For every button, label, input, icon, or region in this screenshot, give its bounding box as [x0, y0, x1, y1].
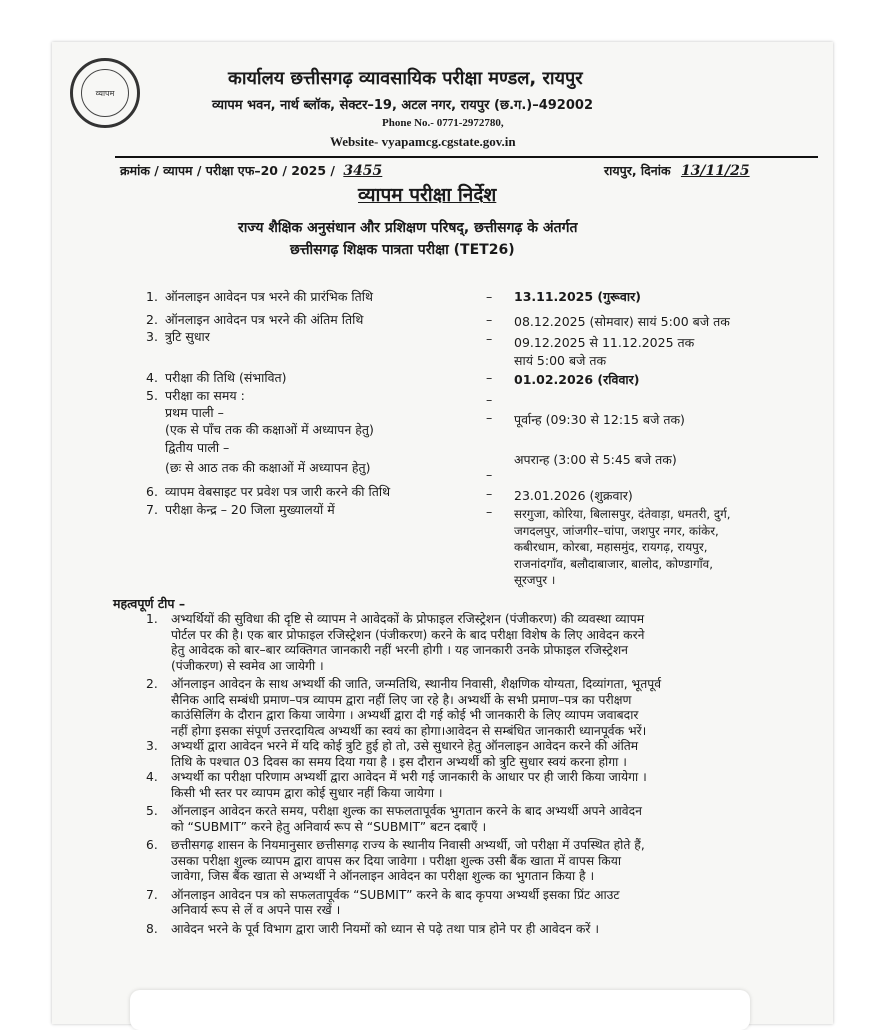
ref-number-prefix: क्रमांक / व्यापम / परीक्षा एफ–20 / 2025 /: [120, 163, 335, 178]
tip-body: [171, 922, 599, 938]
tip-line: ऑनलाइन आवेदन पत्र को सफलतापूर्वक “SUBMIT” करने के बाद कृपया अभ्यर्थी इसका प्रिंट आउट: [171, 887, 620, 902]
schedule-value: अपरान्ह (3:00 से 5:45 बजे तक): [514, 452, 677, 467]
schedule-num: 3.: [146, 329, 158, 344]
tip-body: [171, 677, 661, 739]
tip-line: अभ्यर्थी द्वारा आवेदन भरने में यदि कोई त्रुटि हुई हो तो, उसे सुधारने हेतु ऑनलाइन आवेदन करने की अंतिम: [171, 739, 639, 753]
tip-line: अनिवार्य रूप से लें व अपने पास रखें ।: [171, 903, 341, 917]
schedule-num: 1.: [146, 289, 158, 304]
tip-item: [146, 888, 781, 919]
schedule-label: ऑनलाइन आवेदन पत्र भरने की अंतिम तिथि: [165, 312, 364, 327]
org-address: व्यापम भवन, नार्थ ब्लॉक, सेक्टर–19, अटल नगर, रायपुर (छ.ग.)–492002: [212, 98, 593, 113]
tip-item: [146, 770, 781, 801]
ref-date-label: रायपुर, दिनांक: [604, 163, 671, 178]
schedule-value: 13.11.2025 (गुरूवार): [514, 289, 641, 304]
tips-list: [146, 612, 781, 937]
tip-item: [146, 804, 781, 835]
tip-line: जावेगा, जिस बैंक खाता से अभ्यर्थी ने ऑनलाइन आवेदन का परीक्षा शुल्क का भुगतान किया है ।: [171, 869, 595, 883]
tip-line: हेतु आवेदक को बार–बार व्यक्तिगत जानकारी नहीं भरनी होगी । यह जानकारी उनके प्रोफाइल रजिस्ट्रेशन: [171, 643, 629, 657]
centre-line: जगदलपुर, जांजगीर–चांपा, जशपुर नगर, कांकेर,: [514, 523, 719, 538]
schedule-label: (एक से पाँच तक की कक्षाओं में अध्यापन हेतु): [165, 422, 374, 437]
schedule-label: (छः से आठ तक की कक्षाओं में अध्यापन हेतु): [165, 460, 371, 475]
tip-line: काउंसिलिंग के दौरान द्वारा किया जायेगा । अभ्यर्थी द्वारा दी गई कोई भी जानकारी के लिए व्यापम जवाबदार: [171, 708, 639, 722]
tip-body: [171, 612, 644, 674]
tip-line: पोर्टल पर की है। एक बार प्रोफाइल रजिस्ट्रेशन (पंजीकरण) करने के बाद परीक्षा विशेष के लिए आवेदन करने: [171, 627, 645, 642]
tip-line: छत्तीसगढ़ शासन के नियमानुसार छत्तीसगढ़ राज्य के स्थानीय निवासी अभ्यर्थी, जो परीक्षा में उपस्थित होते हैं,: [171, 838, 645, 852]
tip-num: 7.: [146, 887, 158, 902]
tip-line: तिथि के पश्चात 03 दिवस का समय दिया गया है । इस दौरान अभ्यर्थी को त्रुटि सुधार स्वयं करना होगा ।: [171, 754, 627, 769]
tip-body: [171, 804, 642, 835]
ref-number: [120, 162, 382, 179]
header-divider: [115, 156, 818, 158]
org-website: Website- vyapamcg.cgstate.gov.in: [330, 134, 516, 149]
schedule-dash: –: [486, 486, 493, 501]
schedule-dash: –: [486, 331, 493, 346]
schedule-dash: –: [486, 392, 493, 407]
schedule-value: 09.12.2025 से 11.12.2025 तक: [514, 335, 695, 350]
tip-line: को “SUBMIT” करने हेतु अनिवार्य रूप से “SUBMIT” बटन दबाएँ ।: [171, 819, 487, 834]
tip-num: 4.: [146, 770, 158, 784]
tip-line: उसका परीक्षा शुल्क व्यापम द्वारा वापस कर दिया जावेगा । परीक्षा शुल्क उसी बैंक खाता में वापस किया: [171, 853, 622, 868]
tip-num: 1.: [146, 612, 158, 626]
bottom-overlay-card: [130, 990, 750, 1030]
org-name: कार्यालय छत्तीसगढ़ व्यावसायिक परीक्षा मण्डल, रायपुर: [228, 68, 583, 89]
tip-line: आवेदन भरने के पूर्व विभाग द्वारा जारी नियमों को ध्यान से पढ़े तथा पात्र होने पर ही आवेदन करें ।: [171, 921, 600, 936]
subtitle-line-1: राज्य शैक्षिक अनुसंधान और प्रशिक्षण परिषद्, छत्तीसगढ़ के अंतर्गत: [238, 220, 578, 236]
tip-line: अभ्यर्थी का परीक्षा परिणाम अभ्यर्थी द्वारा आवेदन में भरी गई जानकारी के आधार पर ही जारी किया जायेगा ।: [171, 770, 647, 784]
tip-num: 5.: [146, 804, 158, 818]
schedule-label: परीक्षा की तिथि (संभावित): [165, 370, 287, 385]
schedule-label: परीक्षा का समय :: [165, 388, 245, 403]
org-phone: Phone No.- 0771-2972780,: [382, 117, 504, 129]
schedule-dash: –: [486, 467, 493, 482]
tip-line: ऑनलाइन आवेदन के साथ अभ्यर्थी की जाति, जन्मतिथि, स्थानीय निवासी, शैक्षणिक योग्यता, दिव्यांगता, भूतपूर्व: [171, 677, 662, 691]
tip-item: [146, 739, 781, 770]
subtitle-line-2: छत्तीसगढ़ शिक्षक पात्रता परीक्षा (TET26): [290, 242, 515, 258]
vyapam-seal-icon: [70, 58, 140, 128]
centre-line: राजनांदगाँव, बलौदाबाजार, बालोद, कोण्डागाँव,: [514, 556, 713, 571]
tip-body: [171, 838, 645, 885]
tip-item: [146, 612, 781, 674]
schedule-num: 4.: [146, 370, 158, 385]
schedule-num: 5.: [146, 388, 158, 403]
schedule-value: 23.01.2026 (शुक्रवार): [514, 488, 633, 503]
schedule-value-line-2: सायं 5:00 बजे तक: [514, 353, 607, 368]
schedule-label: परीक्षा केन्द्र – 20 जिला मुख्यालयों में: [165, 502, 335, 517]
schedule-dash: –: [486, 289, 493, 304]
schedule-label: द्वितीय पाली –: [165, 440, 230, 455]
tip-num: 8.: [146, 921, 158, 936]
schedule-value: 01.02.2026 (रविवार): [514, 372, 640, 387]
tip-line: (पंजीकरण) से स्वमेव आ जायेगी ।: [171, 658, 324, 673]
tip-body: [171, 888, 620, 919]
ref-date: [604, 162, 750, 179]
tip-line: ऑनलाइन आवेदन करते समय, परीक्षा शुल्क का सफलतापूर्वक भुगतान करने के बाद अभ्यर्थी अपने आवेदन: [171, 804, 642, 818]
exam-centres: [514, 506, 731, 589]
centre-line: सूरजपुर ।: [514, 573, 556, 588]
tip-item: [146, 838, 781, 885]
schedule-value: पूर्वान्ह (09:30 से 12:15 बजे तक): [514, 412, 685, 427]
tip-line: नहीं होगा इसका संपूर्ण उत्तरदायित्व अभ्यर्थी का स्वयं का होगा।आवेदन से सम्बंधित जानकारी ध्यानपूर्वक भरें।: [171, 723, 647, 738]
schedule-num: 6.: [146, 484, 158, 499]
schedule-label: ऑनलाइन आवेदन पत्र भरने की प्रारंभिक तिथि: [165, 289, 374, 304]
tip-line: अभ्यर्थियों की सुविधा की दृष्टि से व्यापम ने आवेदकों के प्रोफाइल रजिस्ट्रेशन (पंजीकरण) की व्यवस्था व्यापम: [171, 612, 645, 626]
schedule-dash: –: [486, 410, 493, 425]
tip-num: 6.: [146, 838, 158, 852]
schedule-num: 2.: [146, 312, 158, 327]
centre-line: सरगुजा, कोरिया, बिलासपुर, दंतेवाड़ा, धमतरी, दुर्ग,: [514, 507, 731, 521]
tip-num: 3.: [146, 739, 158, 753]
schedule-label: त्रुटि सुधार: [165, 329, 210, 344]
ref-number-handwritten: 3455: [343, 163, 383, 179]
ref-date-handwritten: 13/11/25: [680, 163, 750, 179]
tip-item: [146, 922, 781, 938]
page-title: व्यापम परीक्षा निर्देश: [358, 184, 497, 206]
seal-text: व्यापम: [81, 69, 129, 117]
schedule-dash: –: [486, 312, 493, 327]
schedule-num: 7.: [146, 502, 158, 517]
tips-heading: महत्वपूर्ण टीप –: [113, 596, 186, 611]
schedule-label: व्यापम वेबसाइट पर प्रवेश पत्र जारी करने की तिथि: [165, 484, 391, 499]
tip-body: [171, 739, 638, 770]
tip-item: [146, 677, 781, 739]
tip-line: सैनिक आदि सम्बंधी प्रमाण–पत्र व्यापम द्वारा नहीं लिए जा रहे है। अभ्यर्थी के सभी प्रमाण–पत्र का परीक्षण: [171, 692, 632, 707]
tip-line: किसी भी स्तर पर व्यापम द्वारा कोई सुधार नहीं किया जायेगा ।: [171, 785, 443, 800]
tip-num: 2.: [146, 677, 158, 691]
schedule-value: 08.12.2025 (सोमवार) सायं 5:00 बजे तक: [514, 314, 730, 329]
tip-body: [171, 770, 647, 801]
schedule-label: प्रथम पाली –: [165, 405, 224, 420]
schedule-dash: –: [486, 504, 493, 519]
schedule-dash: –: [486, 370, 493, 385]
centre-line: कबीरधाम, कोरबा, महासमुंद, रायगढ़, रायपुर,: [514, 540, 708, 555]
